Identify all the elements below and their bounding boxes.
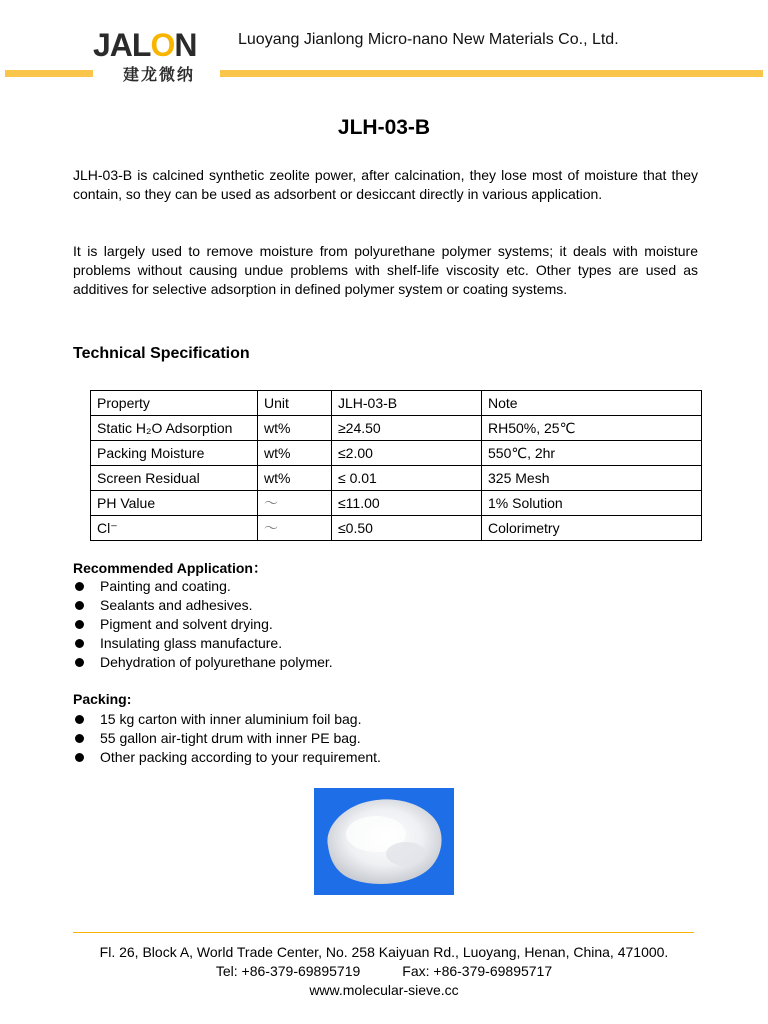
cell-value: ≤0.50 [332, 516, 482, 541]
cell-note: 1% Solution [482, 491, 702, 516]
list-item: Other packing according to your requirement. [73, 748, 381, 767]
table-row [91, 516, 702, 541]
cell-property: Static H₂O Adsorption [91, 416, 258, 441]
description-paragraph-2: It is largely used to remove moisture from polyurethane polymer systems; it deals with moisture problems without causing undue problems with shelf-life viscosity etc. Other types are used as additives for selective adsorption in defined polymer system or coating systems. [73, 243, 698, 297]
table-row [91, 491, 702, 516]
header-accent-bar-right [220, 70, 763, 77]
packing-title: Packing: [73, 691, 132, 707]
footer-address: Fl. 26, Block A, World Trade Center, No. 258 Kaiyuan Rd., Luoyang, Henan, China, 471000. [99, 944, 669, 960]
cell-unit: ～ [258, 491, 332, 516]
list-item: 15 kg carton with inner aluminium foil bag. [73, 710, 381, 729]
footer-divider [73, 932, 694, 933]
cell-note: RH50%, 25℃ [482, 416, 702, 441]
cell-property: Screen Residual [91, 466, 258, 491]
logo-text-jal: JAL [93, 27, 151, 63]
cell-note: Colorimetry [482, 516, 702, 541]
product-powder-photo [314, 788, 454, 895]
logo-text-n: N [174, 27, 197, 63]
cell-note: 325 Mesh [482, 466, 702, 491]
table-row [91, 416, 702, 441]
cell-unit: wt% [258, 416, 332, 441]
header-cell-grade: JLH-03-B [332, 391, 482, 416]
footer-tel: Tel: +86-379-69895719 [215, 963, 361, 979]
logo-text-o: O [150, 27, 175, 63]
cell-value: ≤11.00 [332, 491, 482, 516]
spec-table-header-row [91, 391, 702, 416]
cell-property: Cl⁻ [91, 516, 258, 541]
footer-website[interactable]: www.molecular-sieve.cc [309, 982, 459, 998]
list-item: Sealants and adhesives. [73, 596, 333, 615]
cell-value: ≥24.50 [332, 416, 482, 441]
header-cell-note: Note [482, 391, 702, 416]
company-logo [93, 28, 217, 86]
powder-pile-image [314, 788, 454, 895]
header-cell-property: Property [91, 391, 258, 416]
description-paragraph-1: JLH-03-B is calcined synthetic zeolite power, after calcination, they lose most of moisture that they contain, so they can be used as adsorbent or desiccant directly in various application. [73, 167, 698, 202]
header-accent-bar-left [5, 70, 93, 77]
product-title: JLH-03-B [337, 116, 431, 139]
list-item: Pigment and solvent drying. [73, 615, 333, 634]
company-name: Luoyang Jianlong Micro-nano New Materials Co., Ltd. [238, 31, 619, 48]
cell-unit: wt% [258, 466, 332, 491]
table-row [91, 466, 702, 491]
spec-table [90, 390, 702, 541]
cell-property: PH Value [91, 491, 258, 516]
list-item: 55 gallon air-tight drum with inner PE bag. [73, 729, 381, 748]
list-item: Dehydration of polyurethane polymer. [73, 653, 333, 672]
table-row [91, 441, 702, 466]
footer-contact [0, 962, 768, 981]
cell-note: 550℃, 2hr [482, 441, 702, 466]
list-item: Insulating glass manufacture. [73, 634, 333, 653]
logo-wordmark [93, 28, 196, 62]
cell-value: ≤ 0.01 [332, 466, 482, 491]
spec-section-title: Technical Specification [73, 345, 250, 362]
cell-unit: ～ [258, 516, 332, 541]
cell-property: Packing Moisture [91, 441, 258, 466]
packing-list [73, 710, 381, 767]
header-cell-unit: Unit [258, 391, 332, 416]
logo-chinese-name: 建龙微纳 [123, 65, 196, 84]
footer-fax: Fax: +86-379-69895717 [402, 963, 553, 979]
cell-value: ≤2.00 [332, 441, 482, 466]
applications-title: Recommended Application： [73, 560, 267, 576]
cell-unit: wt% [258, 441, 332, 466]
applications-list [73, 577, 333, 672]
list-item: Painting and coating. [73, 577, 333, 596]
